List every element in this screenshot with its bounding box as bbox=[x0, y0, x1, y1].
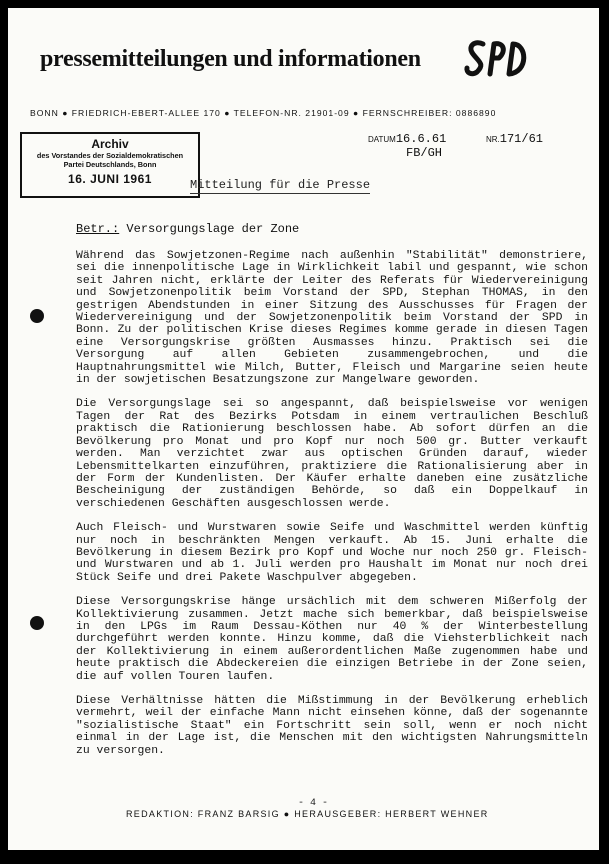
spd-logo bbox=[463, 34, 531, 82]
paragraph: Diese Versorgungskrise hänge ursächlich mit dem schweren Mißerfolg der Kollektivierung zusammen. Jetzt mache sich bemerkbar, daß beispielsweise in den LPGs im Raum Dessau-Köthen nur 40 % der Winterbestellung durchgeführt werden konnte. Hinzu komme, daß die Viehsterblichkeit nach der Kollektivierung in einem außerordentlichen Maße zugenommen habe und heute praktisch die Abdeckereien die einzigen Betriebe in der Zone seien, die auf vollen Touren laufen. bbox=[76, 596, 588, 683]
number-field bbox=[486, 132, 543, 146]
document-page bbox=[8, 8, 599, 850]
subject-line bbox=[76, 222, 299, 236]
stamp-title: Archiv bbox=[91, 137, 129, 151]
subject-label: Betr.: bbox=[76, 222, 120, 236]
stamp-line-1: des Vorstandes der Sozialdemokratischen bbox=[36, 151, 184, 160]
paragraph: Auch Fleisch- und Wurstwaren sowie Seife und Waschmittel werden künftig nur noch in beschränkten Mengen verkauft. Ab 15. Juni erhalte die Bevölkerung in diesem Bezirk pro Kopf und Woche nur noch 250 gr. Fleisch- und Wurstwaren und ab 1. Juli werden pro Haushalt im Monat nur noch drei Stück Seife und drei Pakete Waschpulver abgegeben. bbox=[76, 522, 588, 584]
author-initials: FB/GH bbox=[406, 146, 443, 160]
datum-field bbox=[368, 132, 446, 146]
page-number: - 4 - bbox=[298, 798, 329, 809]
subject-text: Versorgungslage der Zone bbox=[126, 222, 300, 236]
paragraph: Die Versorgungslage sei so angespannt, daß beispielsweise vor wenigen Tagen der Rat des Bezirks Potsdam in einem vertraulichen Beschluß praktisch die Rationierung beschlossen habe. Ab sofort dürfen an die Bevölkerung pro Monat und pro Kopf nur noch 500 gr. Butter verkauft werden. Man verzichtet zwar aus optischen Gründen darauf, wieder Lebensmittelkarten einzuführen, praktiziere die Rationalisierung aber in der Form der Kundenlisten. Der Käufer erhalte daneben eine zusätzliche Bescheinigung der zuständigen Behörde, so daß ein Doppelkauf in verschiedenen Geschäften ausgeschlossen werde. bbox=[76, 398, 588, 510]
footer-credits: REDAKTION: FRANZ BARSIG ● HERAUSGEBER: HERBERT WEHNER bbox=[126, 809, 489, 819]
paragraph: Während das Sowjetzonen-Regime nach außenhin "Stabilität" demonstriere, sei die innenpolitische Lage in Wirklichkeit labil und gespannt, wie schon seit Jahren nicht, erklärte der Leiter des Referats für Wiedervereinigung und Sowjetzonenpolitik beim Vorstand der SPD, Stephan THOMAS, in den gestrigen Abendstunden in einer Sitzung des Ausschusses für Fragen der Wiedervereinigung und der Sowjetzonenpolitik beim Vorstand der SPD in Bonn. Zu der politischen Krise dieses Regimes komme gerade in diesen Tagen eine Versorgungskrise größten Ausmasses hinzu. Praktisch sei die Versorgung auf allen Gebieten zusammengebrochen, und die Hauptnahrungsmittel wie Milch, Butter, Fleisch und Margarine seien heute in der sowjetischen Besatzungszone zur Mangelware geworden. bbox=[76, 250, 588, 387]
datum-label: DATUM bbox=[368, 135, 396, 144]
punch-hole bbox=[30, 309, 44, 323]
paragraph: Diese Verhältnisse hätten die Mißstimmung in der Bevölkerung erheblich vermehrt, weil der einfache Mann nicht einsehen könne, daß der sogenannte "sozialistische Staat" ein Fortschritt sein soll, wenn er noch nicht einmal in der Lage ist, die Menschen mit den wichtigsten Nahrungsmitteln zu versorgen. bbox=[76, 695, 588, 757]
press-release-heading: Mitteilung für die Presse bbox=[190, 178, 371, 192]
address-line: BONN ● FRIEDRICH-EBERT-ALLEE 170 ● TELEFON-NR. 21901-09 ● FERNSCHREIBER: 0886890 bbox=[30, 108, 497, 118]
body-text bbox=[76, 250, 588, 769]
nr-value: 171/61 bbox=[499, 132, 543, 146]
datum-value: 16.6.61 bbox=[395, 132, 447, 146]
archive-stamp bbox=[20, 132, 200, 198]
punch-hole bbox=[30, 616, 44, 630]
stamp-date: 16. JUNI 1961 bbox=[68, 172, 152, 186]
nr-label: NR. bbox=[486, 135, 500, 144]
masthead-title: pressemitteilungen und informationen bbox=[40, 46, 421, 72]
stamp-line-2: Partei Deutschlands, Bonn bbox=[63, 160, 157, 169]
